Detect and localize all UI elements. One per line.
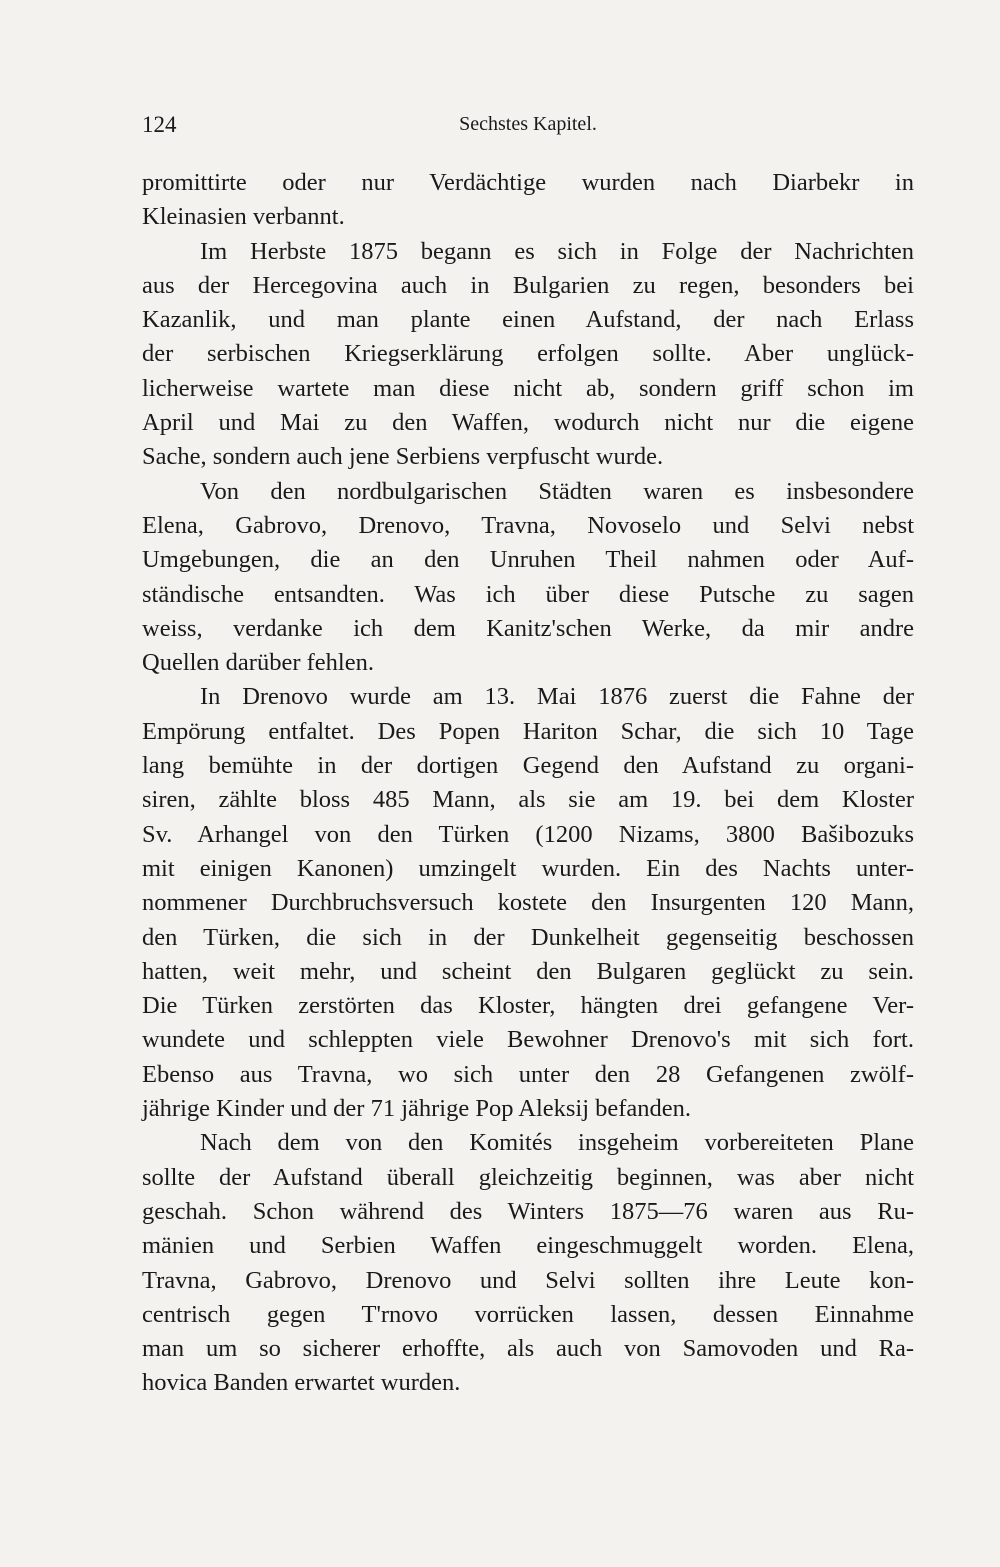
text-line: Kleinasien verbannt. <box>142 203 345 231</box>
text-line: Travna, Gabrovo, Drenovo und Selvi sollten ihre Leute kon- <box>142 1266 914 1294</box>
text-line: hatten, weit mehr, und scheint den Bulgaren geglückt zu sein. <box>142 957 914 985</box>
text-line: mit einigen Kanonen) umzingelt wurden. Ein des Nachts unter- <box>142 854 914 882</box>
body-text <box>142 166 914 1401</box>
text-line: den Türken, die sich in der Dunkelheit gegenseitig beschossen <box>142 923 914 951</box>
text-line: wundete und schleppten viele Bewohner Drenovo's mit sich fort. <box>142 1026 914 1054</box>
text-line: In Drenovo wurde am 13. Mai 1876 zuerst die Fahne der <box>200 683 914 711</box>
text-line: Quellen darüber fehlen. <box>142 649 374 677</box>
text-line: Sache, sondern auch jene Serbiens verpfuscht wurde. <box>142 443 664 471</box>
text-line: Elena, Gabrovo, Drenovo, Travna, Novoselo und Selvi nebst <box>142 511 914 539</box>
text-line: mänien und Serbien Waffen eingeschmuggelt worden. Elena, <box>142 1232 914 1260</box>
text-line: hovica Banden erwartet wurden. <box>142 1369 461 1397</box>
text-line: siren, zählte bloss 485 Mann, als sie am 19. bei dem Kloster <box>142 786 914 814</box>
running-title: Sechstes Kapitel. <box>459 113 597 135</box>
text-line: promittirte oder nur Verdächtige wurden nach Diarbekr in <box>142 169 914 196</box>
text-line: Ebenso aus Travna, wo sich unter den 28 Gefangenen zwölf- <box>142 1060 914 1088</box>
text-line: man um so sicherer erhoffte, als auch von Samovoden und Ra- <box>142 1335 914 1363</box>
text-line: lang bemühte in der dortigen Gegend den Aufstand zu organi- <box>142 752 914 780</box>
text-line: April und Mai zu den Waffen, wodurch nicht nur die eigene <box>142 409 914 437</box>
text-line: geschah. Schon während des Winters 1875—76 waren aus Ru- <box>142 1197 914 1225</box>
page-number: 124 <box>142 112 177 137</box>
text-line: Nach dem von den Komités insgeheim vorbereiteten Plane <box>200 1129 914 1157</box>
text-line: Kazanlik, und man plante einen Aufstand, der nach Erlass <box>142 306 914 334</box>
text-line: aus der Hercegovina auch in Bulgarien zu regen, besonders bei <box>142 271 914 299</box>
text-line: ständische entsandten. Was ich über diese Putsche zu sagen <box>142 580 914 608</box>
text-line: centrisch gegen T'rnovo vorrücken lassen, dessen Einnahme <box>142 1300 914 1328</box>
page-header <box>142 112 914 144</box>
text-line: Empörung entfaltet. Des Popen Hariton Schar, die sich 10 Tage <box>142 717 914 745</box>
text-line: Die Türken zerstörten das Kloster, hängten drei gefangene Ver- <box>142 992 914 1020</box>
text-line: licherweise wartete man diese nicht ab, sondern griff schon im <box>142 374 914 402</box>
text-line: Umgebungen, die an den Unruhen Theil nahmen oder Auf- <box>142 546 914 574</box>
text-line: nommener Durchbruchsversuch kostete den Insurgenten 120 Mann, <box>142 889 914 917</box>
text-line: sollte der Aufstand überall gleichzeitig beginnen, was aber nicht <box>142 1163 914 1191</box>
text-line: Im Herbste 1875 begann es sich in Folge der Nachrichten <box>200 237 914 265</box>
text-line: jährige Kinder und der 71 jährige Pop Aleksij befanden. <box>142 1095 692 1123</box>
text-line: Sv. Arhangel von den Türken (1200 Nizams, 3800 Bašibozuks <box>142 820 914 848</box>
text-line: der serbischen Kriegserklärung erfolgen sollte. Aber unglück- <box>142 340 914 368</box>
text-line: Von den nordbulgarischen Städten waren es insbesondere <box>200 477 914 505</box>
text-line: weiss, verdanke ich dem Kanitz'schen Werke, da mir andre <box>142 614 914 642</box>
